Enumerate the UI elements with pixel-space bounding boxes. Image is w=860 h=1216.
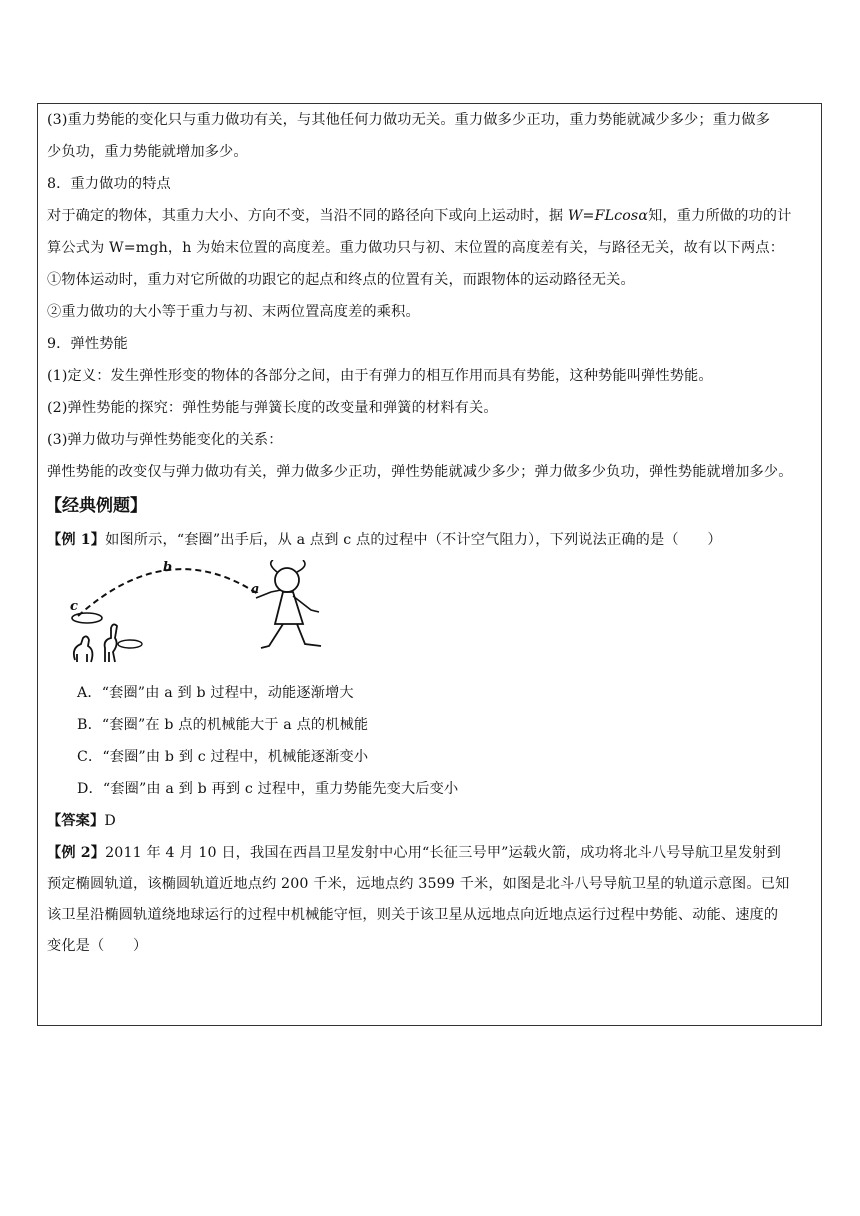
example2-line2: 预定椭圆轨道，该椭圆轨道近地点约 200 千米，远地点约 3599 千米，如图是北斗八号导航卫星的轨道示意图。已知 (47, 876, 790, 892)
girl-dress (275, 592, 303, 624)
section9-item1: (1)定义：发生弹性形变的物体的各部分之间，由于有弹力的相互作用而具有势能，这种势能叫弹性势能。 (47, 368, 713, 384)
example1-answer (47, 811, 815, 831)
example1-question: 如图所示，“套圈”出手后，从 a 点到 c 点的过程中（不计空气阻力），下列说法正确的是（ ） (105, 532, 722, 548)
example2-text1: 2011 年 4 月 10 日，我国在西昌卫星发射中心用“长征三号甲”运载火箭，成功将北斗八号导航卫星发射到 (105, 845, 781, 861)
girl-hair (271, 560, 305, 572)
example1-label: 【例 1】 (47, 532, 106, 548)
section8-p1-a: 对于确定的物体，其重力大小、方向不变，当沿不同的路径向下或向上运动时，据 (47, 208, 568, 224)
option-a: A．“套圈”由 a 到 b 过程中，动能逐渐增大 (77, 685, 354, 701)
point-b-label: b (163, 560, 173, 575)
option-b: B．“套圈”在 b 点的机械能大于 a 点的机械能 (77, 717, 369, 733)
option-d: D．“套圈”由 a 到 b 再到 c 过程中，重力势能先变大后变小 (77, 781, 459, 797)
ring-toss-figure (53, 560, 363, 675)
section8-p2: 算公式为 W=mgh，h 为始末位置的高度差。重力做功只与初、末位置的高度差有关，与路径无关，故有以下两点： (47, 240, 785, 256)
ring-on-ground (118, 640, 142, 648)
section9-item3: (3)弹力做功与弹性势能变化的关系： (47, 432, 283, 448)
point-a-label: a (251, 582, 260, 597)
girl-arm (256, 590, 281, 598)
ring-toss-illustration (53, 560, 363, 675)
answer-label: 【答案】 (47, 813, 105, 829)
girl-legs (261, 624, 321, 648)
section8-title: 8．重力做功的特点 (47, 176, 171, 192)
option-c: C．“套圈”由 b 到 c 过程中，机械能逐渐变小 (77, 749, 369, 765)
prev-item3-line2: 少负功，重力势能就增加多少。 (47, 144, 248, 160)
work-formula: W=FLcosα (567, 208, 649, 224)
section8-p1 (47, 206, 815, 226)
ring-at-c (72, 613, 102, 623)
example1-question-line (47, 530, 815, 550)
example2-label: 【例 2】 (47, 845, 106, 861)
section8-p4: ②重力做功的大小等于重力与初、末两位置高度差的乘积。 (47, 304, 420, 320)
example2-line4: 变化是（ ） (47, 938, 148, 954)
girl-head (275, 568, 299, 592)
toy-animal-2 (105, 624, 117, 662)
prev-item3-line1: (3)重力势能的变化只与重力做功有关，与其他任何力做功无关。重力做多少正功，重力势能就减少多少；重力做多 (47, 112, 771, 128)
section8-p1-b: 知，重力所做的功的计 (648, 208, 792, 224)
example2-line1 (47, 843, 815, 863)
example2-line3: 该卫星沿椭圆轨道绕地球运行的过程中机械能守恒，则关于该卫星从远地点向近地点运行过程中势能、动能、速度的 (47, 907, 779, 923)
point-c-label: c (70, 599, 78, 614)
section9-title: 9．弹性势能 (47, 336, 128, 352)
document-body (47, 110, 815, 967)
toy-animal-1 (74, 636, 93, 662)
examples-heading: 【经典例题】 (45, 496, 147, 516)
section9-item2: (2)弹性势能的探究：弹性势能与弹簧长度的改变量和弹簧的材料有关。 (47, 400, 498, 416)
answer-value: D (104, 813, 116, 829)
section8-p3: ①物体运动时，重力对它所做的功跟它的起点和终点的位置有关，而跟物体的运动路径无关。 (47, 272, 635, 288)
section9-item3-detail: 弹性势能的改变仅与弹力做功有关，弹力做多少正功，弹性势能就减少多少；弹力做多少负功，弹性势能就增加多少。 (47, 464, 793, 480)
trajectory-path (78, 569, 258, 616)
